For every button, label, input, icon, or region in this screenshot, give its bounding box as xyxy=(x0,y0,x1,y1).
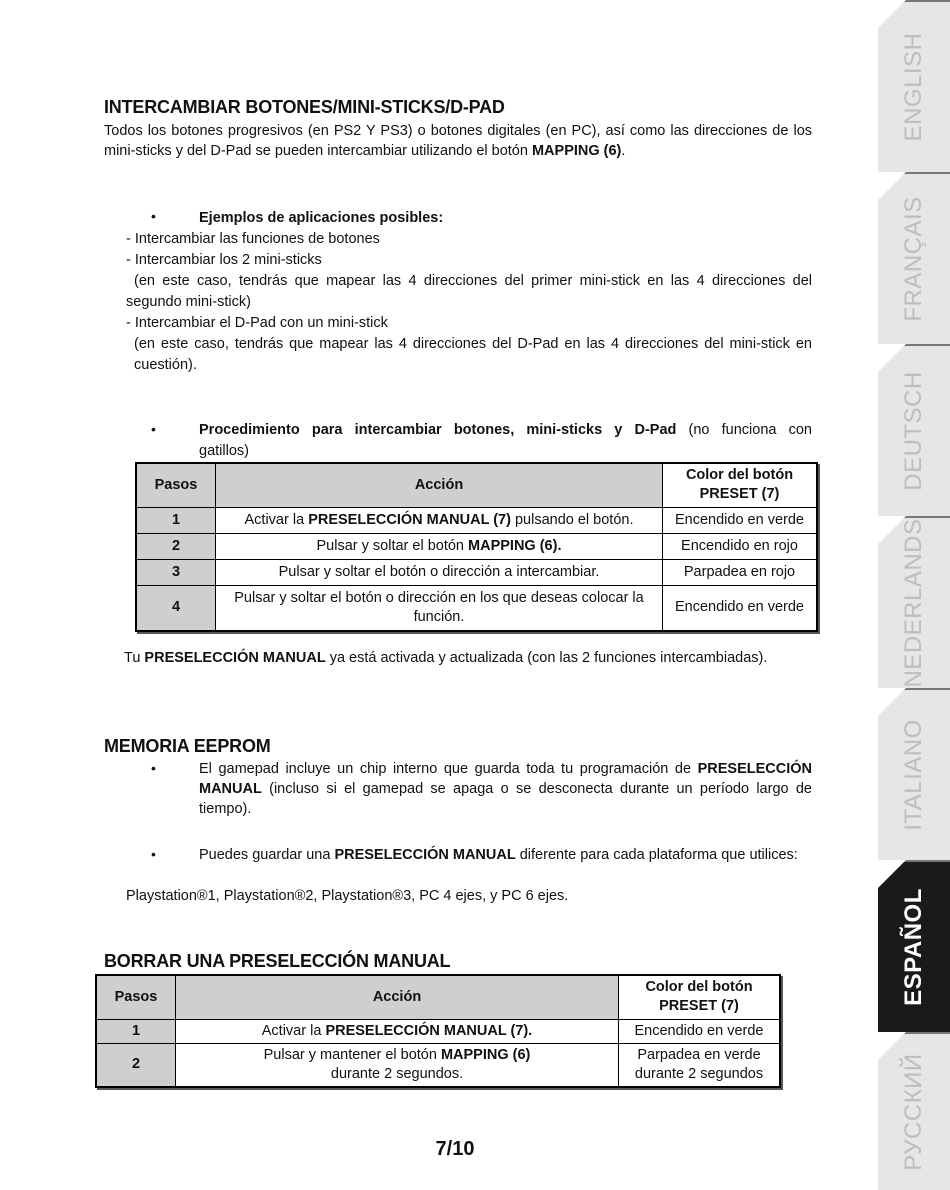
step-number: 2 xyxy=(136,533,216,559)
step-color: Parpadea en verde durante 2 segundos xyxy=(619,1043,781,1087)
tab-italiano[interactable]: ITALIANO xyxy=(878,688,950,860)
tab-espanol[interactable]: ESPAÑOL xyxy=(878,860,950,1032)
eeprom-paragraph-1: El gamepad incluye un chip interno que guarda toda tu programación de PRESELECCIÓN MANUAL (incluso si el gamepad se apaga o se desconecta durante un período largo de tiempo). xyxy=(199,761,812,817)
step-number: 1 xyxy=(96,1019,176,1043)
step-number: 1 xyxy=(136,507,216,533)
table-row xyxy=(136,559,817,585)
col-header-steps: Pasos xyxy=(96,975,176,1019)
col-header-action: Acción xyxy=(176,975,619,1019)
col-header-color: Color del botón PRESET (7) xyxy=(619,975,781,1019)
section-title-swap: INTERCAMBIAR BOTONES/MINI-STICKS/D-PAD xyxy=(104,97,505,117)
page-number: 7/10 xyxy=(435,1138,475,1160)
examples-heading: Ejemplos de aplicaciones posibles: xyxy=(199,210,444,226)
reset-steps-table xyxy=(95,974,781,1088)
col-header-color: Color del botón PRESET (7) xyxy=(663,463,818,507)
tab-nederlands[interactable]: NEDERLANDS xyxy=(878,516,950,688)
col-header-steps: Pasos xyxy=(136,463,216,507)
bullet: • xyxy=(151,208,156,224)
step-color: Encendido en verde xyxy=(663,507,818,533)
intro-paragraph: Todos los botones progresivos (en PS2 Y PS3) o botones digitales (en PC), así como las direcciones de los mini-sticks y del D-Pad se pueden intercambiar utilizando el botón MAPPING (6). xyxy=(104,123,813,159)
tab-deutsch[interactable]: DEUTSCH xyxy=(878,344,950,516)
example-line: cuestión). xyxy=(134,357,197,373)
swap-steps-table xyxy=(135,462,818,632)
step-action: Activar la PRESELECCIÓN MANUAL (7) pulsando el botón. xyxy=(216,507,663,533)
section-title-eeprom: MEMORIA EEPROM xyxy=(104,736,271,756)
eeprom-paragraph-2: Puedes guardar una PRESELECCIÓN MANUAL diferente para cada plataforma que utilices: xyxy=(199,847,798,863)
table-row xyxy=(96,1043,780,1087)
tab-francais[interactable]: FRANÇAIS xyxy=(878,172,950,344)
bullet: • xyxy=(151,421,156,437)
step-number: 4 xyxy=(136,585,216,631)
procedure-heading: Procedimiento para intercambiar botones, mini-sticks y D-Pad (no funciona con xyxy=(199,422,812,438)
bullet: • xyxy=(151,760,156,776)
language-tabs xyxy=(878,0,950,1188)
example-line: (en este caso, tendrás que mapear las 4 direcciones del primer mini-stick en las 4 direcciones del xyxy=(134,273,812,289)
step-color: Encendido en rojo xyxy=(663,533,818,559)
section-title-reset: BORRAR UNA PRESELECCIÓN MANUAL xyxy=(104,951,451,971)
tab-russian[interactable]: РУССКИЙ xyxy=(878,1032,950,1190)
step-action: Pulsar y mantener el botón MAPPING (6) durante 2 segundos. xyxy=(176,1043,619,1087)
table-row xyxy=(136,585,817,631)
activation-note: Tu PRESELECCIÓN MANUAL ya está activada y actualizada (con las 2 funciones intercambiadas). xyxy=(124,650,768,666)
table-row xyxy=(136,533,817,559)
step-number: 2 xyxy=(96,1043,176,1087)
step-action: Activar la PRESELECCIÓN MANUAL (7). xyxy=(176,1019,619,1043)
step-action: Pulsar y soltar el botón o dirección a intercambiar. xyxy=(216,559,663,585)
col-header-action: Acción xyxy=(216,463,663,507)
step-action: Pulsar y soltar el botón o dirección en los que deseas colocar la función. xyxy=(216,585,663,631)
procedure-note: gatillos) xyxy=(199,443,249,459)
example-line: - Intercambiar los 2 mini-sticks xyxy=(126,252,322,268)
example-line: segundo mini-stick) xyxy=(126,294,251,310)
step-color: Parpadea en rojo xyxy=(663,559,818,585)
step-number: 3 xyxy=(136,559,216,585)
table-row xyxy=(136,507,817,533)
example-line: (en este caso, tendrás que mapear las 4 direcciones del D-Pad en las 4 direcciones del mini-stick en xyxy=(134,336,812,352)
tab-english[interactable]: ENGLISH xyxy=(878,0,950,172)
platforms-list: Playstation®1, Playstation®2, Playstation®3, PC 4 ejes, y PC 6 ejes. xyxy=(126,888,569,904)
example-line: - Intercambiar las funciones de botones xyxy=(126,231,380,247)
step-color: Encendido en verde xyxy=(663,585,818,631)
step-color: Encendido en verde xyxy=(619,1019,781,1043)
example-line: - Intercambiar el D-Pad con un mini-stick xyxy=(126,315,388,331)
table-row xyxy=(96,1019,780,1043)
bullet: • xyxy=(151,846,156,862)
step-action: Pulsar y soltar el botón MAPPING (6). xyxy=(216,533,663,559)
